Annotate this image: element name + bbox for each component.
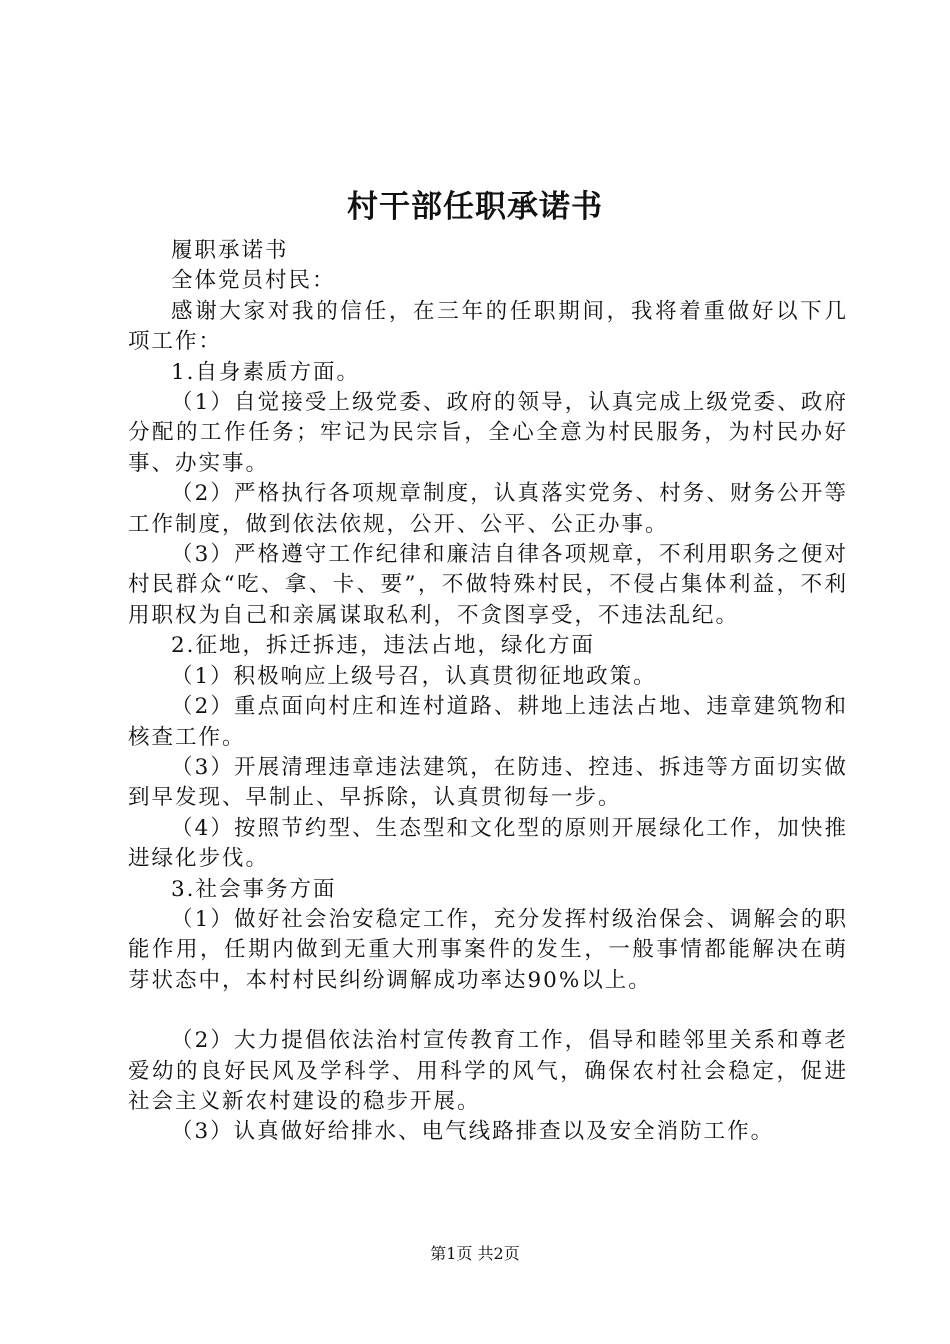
section-heading-1: 1.自身素质方面。 [171, 359, 361, 385]
paragraph-intro: 感谢大家对我的信任，在三年的任职期间，我将着重做好以下几项工作： [128, 298, 848, 355]
paragraph-item: （1）积极响应上级号召，认真贯彻征地政策。 [171, 663, 657, 689]
page-footer: 第1页 共2页 [430, 1244, 520, 1263]
document-title: 村干部任职承诺书 [347, 189, 603, 225]
section-heading-3: 3.社会事务方面 [171, 876, 337, 902]
paragraph-item: （2）重点面向村庄和连村道路、耕地上违法占地、违章建筑物和核查工作。 [128, 694, 848, 750]
document-body [128, 236, 848, 1148]
paragraph-heading: 履职承诺书 [171, 238, 289, 263]
paragraph-item: （2）大力提倡依法治村宣传教育工作，倡导和睦邻里关系和尊老爱幼的良好民风及学科学、用科学的风气，确保农村社会稳定，促进社会主义新农村建设的稳步开展。 [128, 1028, 848, 1114]
paragraph-item: （2）严格执行各项规章制度，认真落实党务、村务、财务公开等工作制度，做到依法依规，公开、公平、公正办事。 [128, 481, 848, 537]
paragraph-item: （1）自觉接受上级党委、政府的领导，认真完成上级党委、政府分配的工作任务；牢记为民宗旨，全心全意为村民服务，为村民办好事、办实事。 [128, 390, 848, 476]
paragraph-item: （3）认真做好给排水、电气线路排查以及安全消防工作。 [171, 1119, 775, 1145]
paragraph-item: （1）做好社会治安稳定工作，充分发挥村级治保会、调解会的职能作用，任期内做到无重大刑事案件的发生，一般事情都能解决在萌芽状态中，本村村民纠纷调解成功率达90%以上。 [128, 906, 848, 993]
section-heading-2: 2.征地，拆迁拆违，违法占地，绿化方面 [171, 633, 596, 659]
paragraph-salutation: 全体党员村民： [171, 268, 336, 294]
paragraph-item: （3）开展清理违章违法建筑，在防违、控违、拆违等方面切实做到早发现、早制止、早拆除，认真贯彻每一步。 [128, 754, 848, 811]
paragraph-item: （3）严格遵守工作纪律和廉洁自律各项规章，不利用职务之便对村民群众“吃、拿、卡、要”，不做特殊村民，不侵占集体利益，不利用职权为自己和亲属谋取私利，不贪图享受，不违法乱纪。 [128, 542, 848, 628]
paragraph-item: （4）按照节约型、生态型和文化型的原则开展绿化工作，加快推进绿化步伐。 [128, 815, 848, 872]
